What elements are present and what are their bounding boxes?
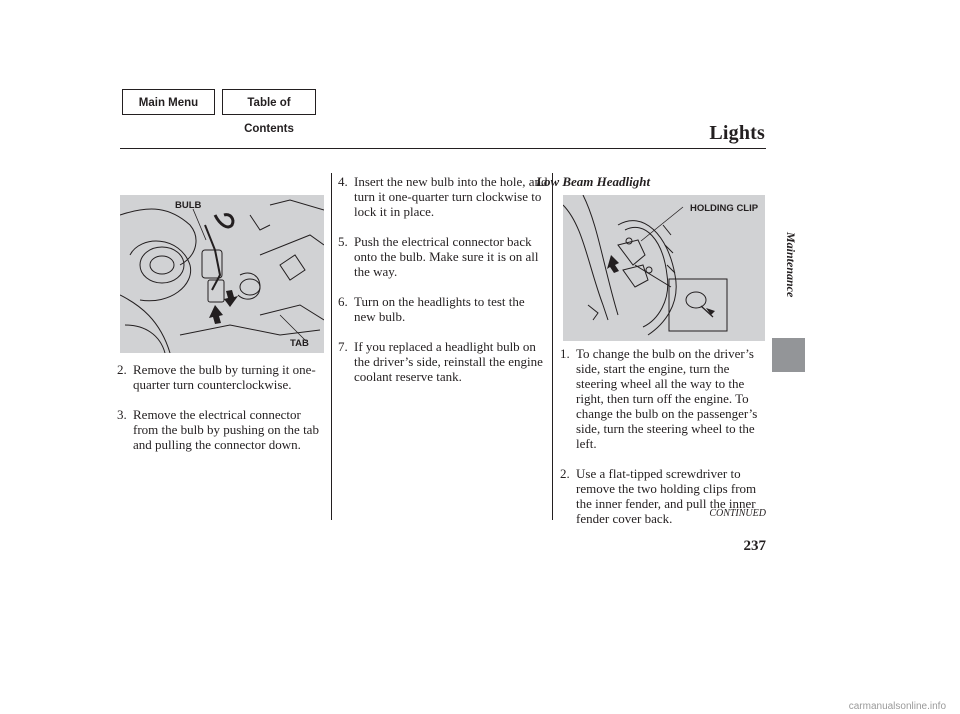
main-menu-button[interactable]: Main Menu: [122, 89, 215, 115]
steps-column-1: [117, 362, 327, 467]
header-rule: [120, 148, 766, 149]
steps-column-2: [338, 174, 548, 399]
step-text: To change the bulb on the driver’s side, start the engine, turn the steering wheel all the way to the right, then turn off the engine. To change the bulb on the passenger’s side, turn the steering wheel to the left.: [576, 346, 758, 451]
holding-clip-label: HOLDING CLIP: [690, 203, 759, 214]
column-divider: [552, 173, 553, 520]
list-item: [117, 407, 327, 452]
continued-note: CONTINUED: [709, 508, 766, 519]
step-text: Use a flat-tipped screwdriver to remove the two holding clips from the inner fender, and pull the inner fender cover back.: [576, 466, 757, 526]
bulb-removal-figure: [120, 195, 324, 353]
step-text: Insert the new bulb into the hole, and turn it one-quarter turn clockwise to lock it in place.: [354, 174, 548, 219]
list-item: [338, 339, 548, 384]
step-number: 2.: [117, 362, 127, 377]
page-number: 237: [743, 538, 766, 554]
list-item: [117, 362, 327, 392]
step-number: 5.: [338, 234, 348, 249]
bulb-illustration: [120, 195, 324, 353]
step-text: Remove the bulb by turning it one-quarter turn counterclockwise.: [133, 362, 316, 392]
step-text: Push the electrical connector back onto the bulb. Make sure it is on all the way.: [354, 234, 539, 279]
step-number: 1.: [560, 346, 570, 361]
subheading: Low Beam Headlight: [536, 174, 651, 189]
step-text: Turn on the headlights to test the new bulb.: [354, 294, 525, 324]
step-text: Remove the electrical connector from the bulb by pushing on the tab and pulling the connector down.: [133, 407, 319, 452]
holding-clip-illustration: [563, 195, 765, 341]
list-item: [338, 174, 548, 219]
holding-clip-figure: [563, 195, 765, 341]
list-item: [338, 294, 548, 324]
bulb-label: BULB: [175, 200, 202, 211]
side-tab-marker: [772, 338, 805, 372]
section-title: Lights: [709, 122, 765, 144]
list-item: [560, 346, 772, 451]
list-item: [338, 234, 548, 279]
step-number: 2.: [560, 466, 570, 481]
step-number: 3.: [117, 407, 127, 422]
step-text: If you replaced a headlight bulb on the driver’s side, reinstall the engine coolant reserve tank.: [354, 339, 543, 384]
table-of-contents-button[interactable]: Table of Contents: [222, 89, 316, 115]
step-number: 6.: [338, 294, 348, 309]
watermark: carmanualsonline.info: [848, 701, 946, 712]
column-divider: [331, 173, 332, 520]
step-number: 7.: [338, 339, 348, 354]
side-tab-label: Maintenance: [784, 232, 798, 298]
step-number: 4.: [338, 174, 348, 189]
tab-label: TAB: [290, 338, 309, 349]
